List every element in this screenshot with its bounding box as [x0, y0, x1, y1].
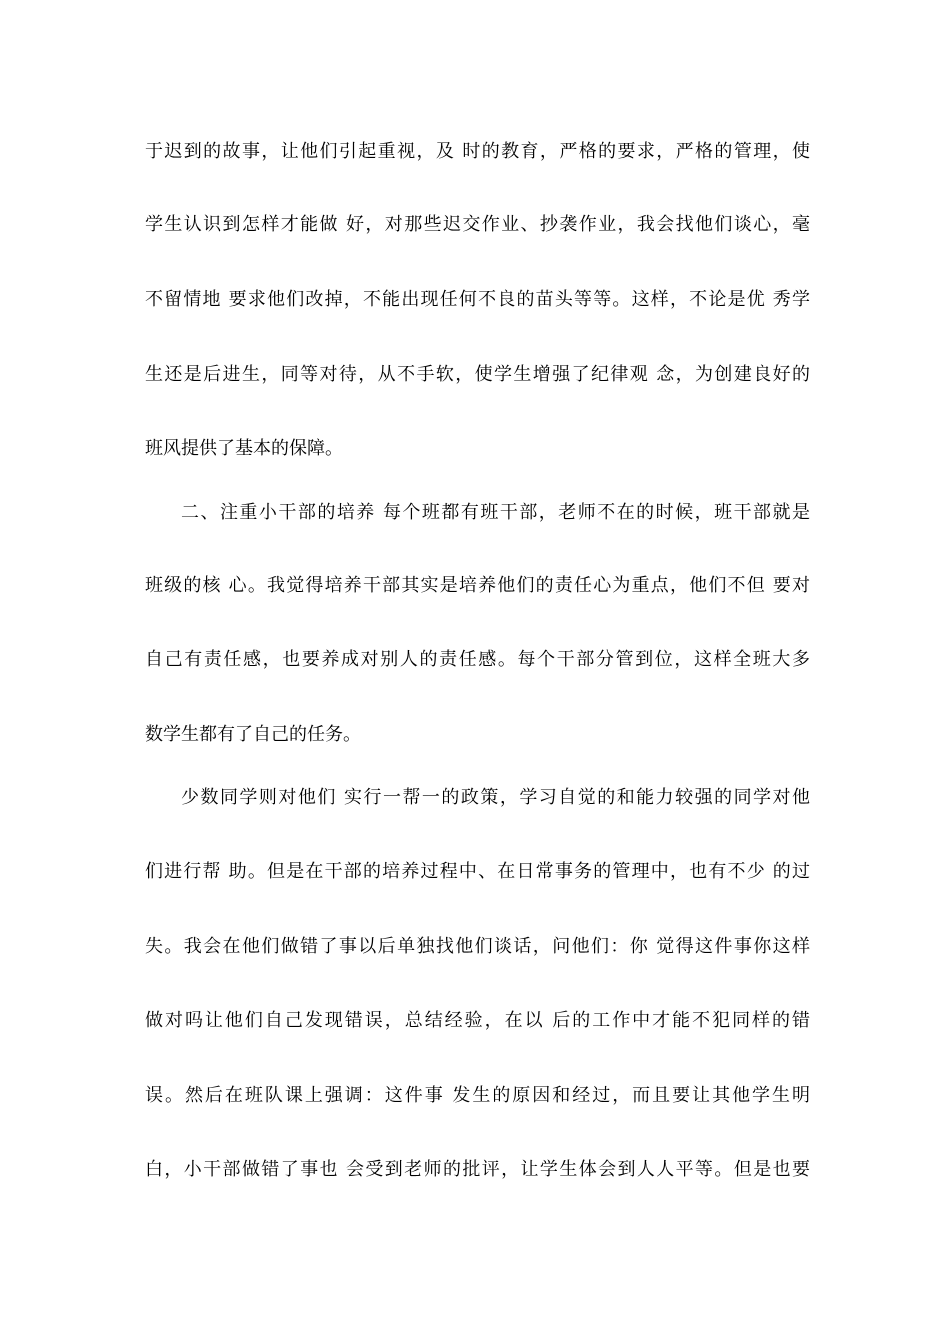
text-line: 班风提供了基本的保障。	[145, 438, 343, 459]
text-line: 于迟到的故事，让他们引起重视，及 时的教育，严格的要求，严格的管理，使	[145, 141, 810, 162]
text-line: 白，小干部做错了事也 会受到老师的批评，让学生体会到人人平等。但是也要	[145, 1159, 810, 1180]
text-line: 失。我会在他们做错了事以后单独找他们谈话，问他们：你 觉得这件事你这样	[145, 936, 810, 957]
text-line: 少数同学则对他们 实行一帮一的政策，学习自觉的和能力较强的同学对他	[181, 787, 810, 808]
text-line: 不留情地 要求他们改掉，不能出现任何不良的苗头等等。这样，不论是优 秀学	[145, 289, 810, 310]
text-line: 班级的核 心。我觉得培养干部其实是培养他们的责任心为重点，他们不但 要对	[145, 575, 810, 596]
text-line: 数学生都有了自己的任务。	[145, 724, 361, 745]
text-line: 做对吗让他们自己发现错误，总结经验，在以 后的工作中才能不犯同样的错	[145, 1010, 810, 1031]
text-line: 学生认识到怎样才能做 好，对那些迟交作业、抄袭作业，我会找他们谈心，毫	[145, 214, 810, 235]
text-line: 们进行帮 助。但是在干部的培养过程中、在日常事务的管理中，也有不少 的过	[145, 861, 810, 882]
text-line: 误。然后在班队课上强调：这件事 发生的原因和经过，而且要让其他学生明	[145, 1085, 810, 1106]
text-line: 生还是后进生，同等对待，从不手软，使学生增强了纪律观 念，为创建良好的	[145, 364, 810, 385]
text-line: 二、注重小干部的培养 每个班都有班干部，老师不在的时候，班干部就是	[181, 502, 810, 523]
text-line: 自己有责任感，也要养成对别人的责任感。每个干部分管到位，这样全班大多	[145, 649, 810, 670]
